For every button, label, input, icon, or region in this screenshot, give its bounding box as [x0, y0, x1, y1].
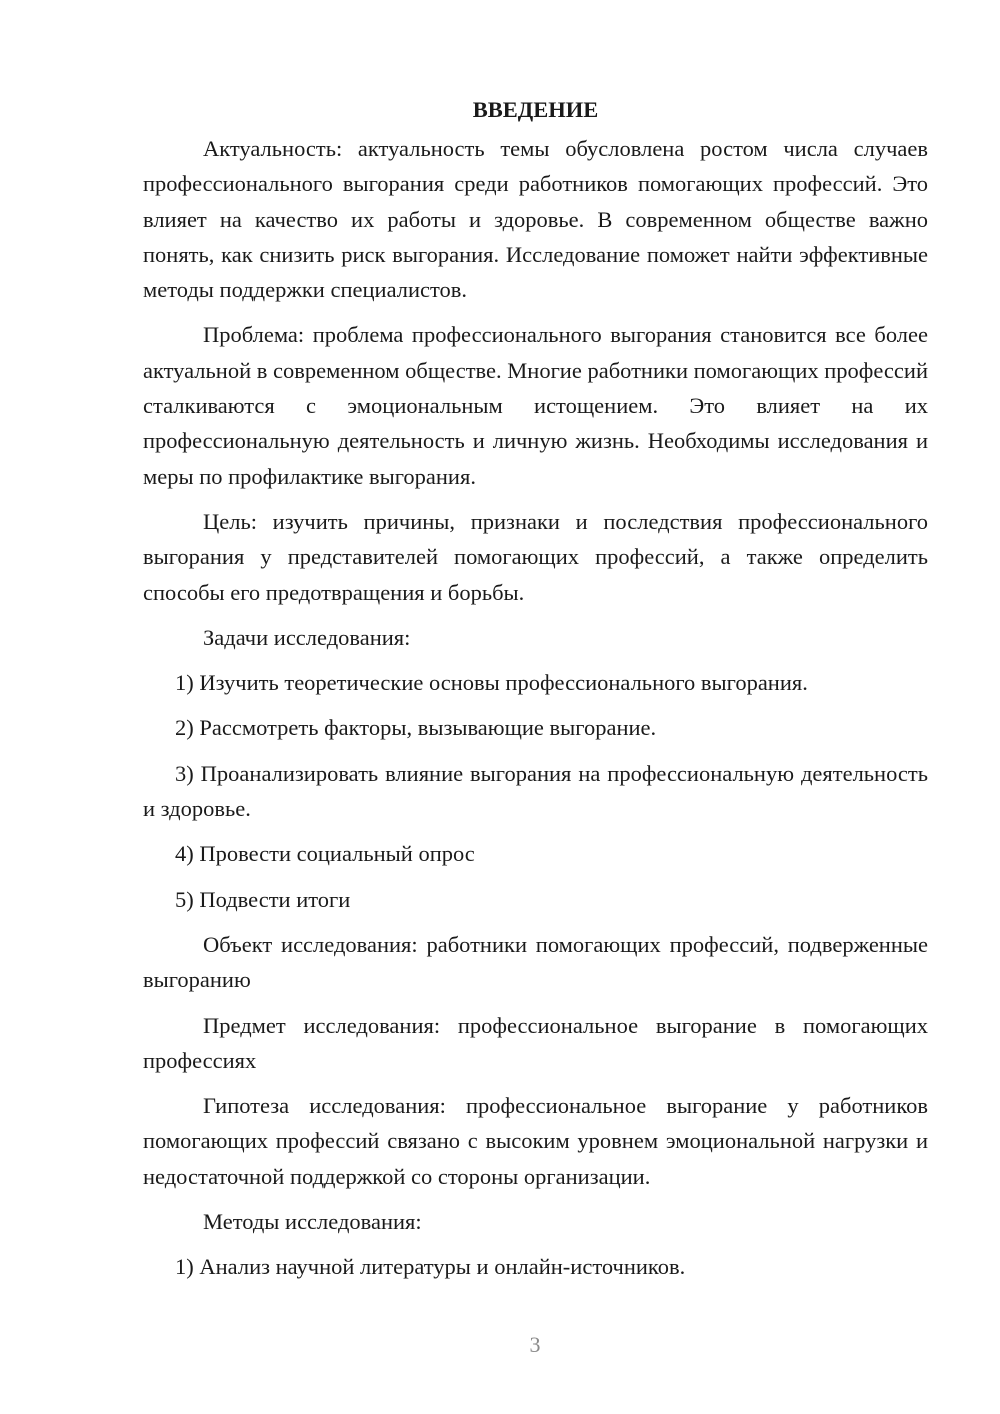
task-item-1: 1) Изучить теоретические основы профессионального выгорания. [175, 670, 808, 696]
problem-paragraph: Проблема: проблема профессионального выгорания становится все более актуальной в современном обществе. Многие работники помогающих профессий сталкиваются с эмоциональным истощением. Это влияет на их профессиональную деятельность и личную жизнь. Необходимы исследования и меры по профилактике выгорания. [143, 322, 928, 489]
task-item-2: 2) Рассмотреть факторы, вызывающие выгорание. [175, 715, 657, 741]
page-content [143, 92, 928, 1295]
section-heading: ВВЕДЕНИЕ [472, 97, 599, 122]
hypothesis-paragraph: Гипотеза исследования: профессиональное выгорание у работников помогающих профессий связано с высоким уровнем эмоциональной нагрузки и недостаточной поддержкой со стороны организации. [143, 1093, 928, 1189]
task-item-4: 4) Провести социальный опрос [175, 841, 475, 867]
methods-label: Методы исследования: [203, 1209, 422, 1235]
task-item-5: 5) Подвести итоги [175, 886, 351, 912]
task-item-3: 3) Проанализировать влияние выгорания на профессиональную деятельность и здоровье. [143, 760, 928, 822]
tasks-label: Задачи исследования: [203, 624, 411, 650]
goal-paragraph: Цель: изучить причины, признаки и последствия профессионального выгорания у представителей помогающих профессий, а также определить способы его предотвращения и борьбы. [143, 508, 928, 605]
subject-paragraph: Предмет исследования: профессиональное выгорание в помогающих профессиях [143, 1012, 928, 1073]
page-number: 3 [529, 1332, 541, 1357]
object-paragraph: Объект исследования: работники помогающих профессий, подверженные выгоранию [143, 931, 928, 993]
relevance-paragraph: Актуальность: актуальность темы обусловлена ростом числа случаев профессионального выгорания среди работников помогающих профессий. Это влияет на качество их работы и здоровье. В современном обществе важно понять, как снизить риск выгорания. Исследование поможет найти эффективные методы поддержки специалистов. [143, 136, 928, 303]
method-item-1: 1) Анализ научной литературы и онлайн-источников. [175, 1254, 686, 1280]
